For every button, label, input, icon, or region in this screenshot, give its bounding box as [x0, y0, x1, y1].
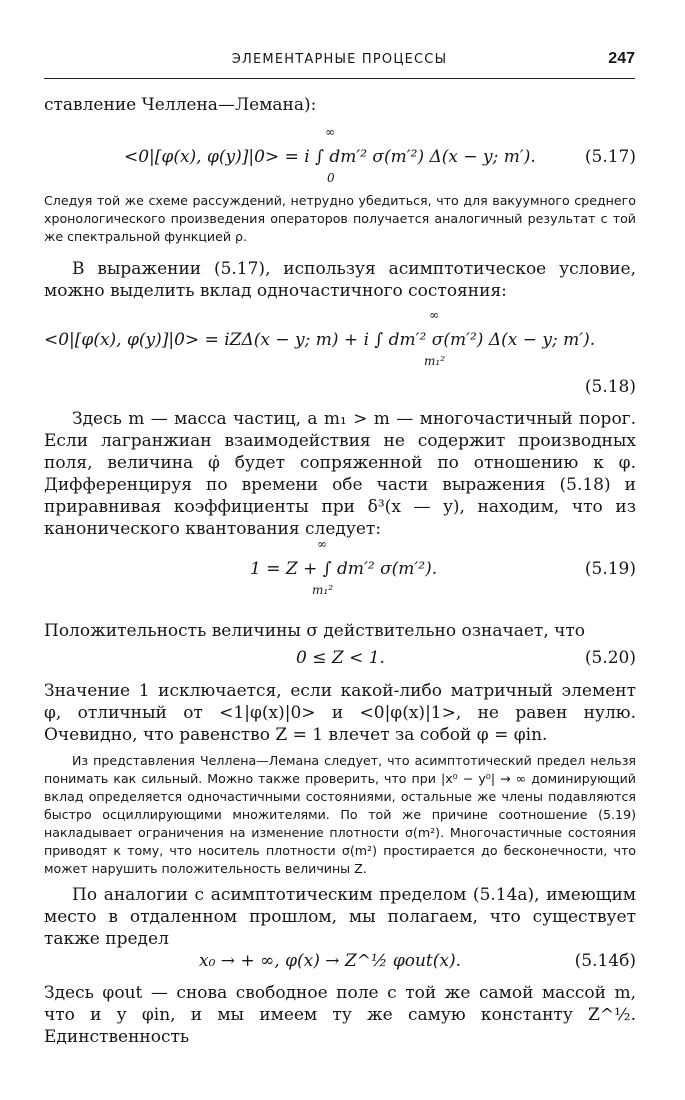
paragraph-phi-out: Здесь φout — снова свободное поле с той же самой массой m, что и у φin, и мы имеем ту же самую константу Z^½. Единственность [44, 983, 636, 1047]
equation-number: (5.18) [584, 377, 636, 397]
equation-5-19 [44, 537, 636, 597]
integral-lower-limit: m₁² [424, 354, 445, 368]
equation-5-19-body: 1 = Z + ∫ dm′² σ(m′²). [250, 559, 438, 579]
equation-5-18-number-row [44, 372, 636, 402]
integral-upper-limit: ∞ [325, 125, 335, 139]
page-number: 247 [608, 50, 635, 67]
integral-upper-limit: ∞ [429, 308, 439, 322]
paragraph-positivity: Положительность величины σ действительно означает, что [44, 621, 586, 641]
equation-5-20-body: 0 ≤ Z < 1. [296, 648, 385, 668]
paragraph-analogy: По аналогии с асимптотическим пределом (5.14а), имеющим место в отдаленном прошлом, мы полагаем, что существует также предел [44, 885, 636, 949]
equation-5-14b-body: x₀ → + ∞, φ(x) → Z^½ φout(x). [199, 951, 461, 971]
integral-upper-limit: ∞ [317, 537, 327, 551]
equation-5-17 [44, 125, 636, 185]
integral-lower-limit: m₁² [312, 583, 333, 597]
equation-5-17-body: <0|[φ(x), φ(y)]|0> = i ∫ dm′² σ(m′²) Δ(x − y; m′). [124, 147, 536, 167]
equation-5-20 [44, 643, 636, 673]
paragraph-mass-threshold: Здесь m — масса частиц, а m₁ > m — многочастичный порог. Если лагранжиан взаимодействия не содержит производных поля, величина φ̇ будет сопряженной по отношению к φ. Дифференцируя по времени обе части выражения (5.18) и приравнивая коэффициенты при δ³(x — y), находим, что из канонического квантования следует: [44, 409, 636, 539]
equation-number: (5.19) [584, 559, 636, 579]
equation-number: (5.14б) [574, 951, 636, 971]
paragraph-one-particle-state: В выражении (5.17), используя асимптотическое условие, можно выделить вклад одночастичного состояния: [44, 259, 636, 301]
equation-5-14b [44, 946, 636, 976]
paragraph-value-excluded: Значение 1 исключается, если какой-либо матричный элемент φ, отличный от <1|φ(x)|0> и <0|φ(x)|1>, не равен нулю. Очевидно, что равенство Z = 1 влечет за собой φ = φin. [44, 681, 636, 745]
paragraph-intro: ставление Челлена—Лемана): [44, 95, 317, 115]
footnote-chronological-product: Следуя той же схеме рассуждений, нетрудно убедиться, что для вакуумного среднего хронологического произведения операторов получается аналогичный результат с той же спектральной функцией ρ. [44, 193, 636, 244]
header-title: ЭЛЕМЕНТАРНЫЕ ПРОЦЕССЫ [231, 52, 448, 67]
footnote-asymptotic-limit: Из представления Челлена—Лемана следует, что асимптотический предел нельзя понимать как сильный. Можно также проверить, что при |x⁰ − y⁰| → ∞ доминирующий вклад определяется одночастичными состояниями, остальные же члены подавляются быстро осциллирующими множителями. По той же причине соотношение (5.19) накладывает ограничения на изменение плотности σ(m²). Многочастичные состояния приводят к тому, что носитель плотности σ(m²) простирается до бесконечности, что может нарушить положительность величины Z. [44, 753, 636, 876]
running-header [44, 50, 635, 79]
equation-5-18 [44, 308, 636, 368]
equation-number: (5.17) [584, 147, 636, 167]
equation-5-18-body: <0|[φ(x), φ(y)]|0> = iZΔ(x − y; m) + i ∫ dm′² σ(m′²) Δ(x − y; m′). [44, 330, 596, 350]
equation-number: (5.20) [584, 648, 636, 668]
integral-lower-limit: 0 [327, 171, 335, 185]
